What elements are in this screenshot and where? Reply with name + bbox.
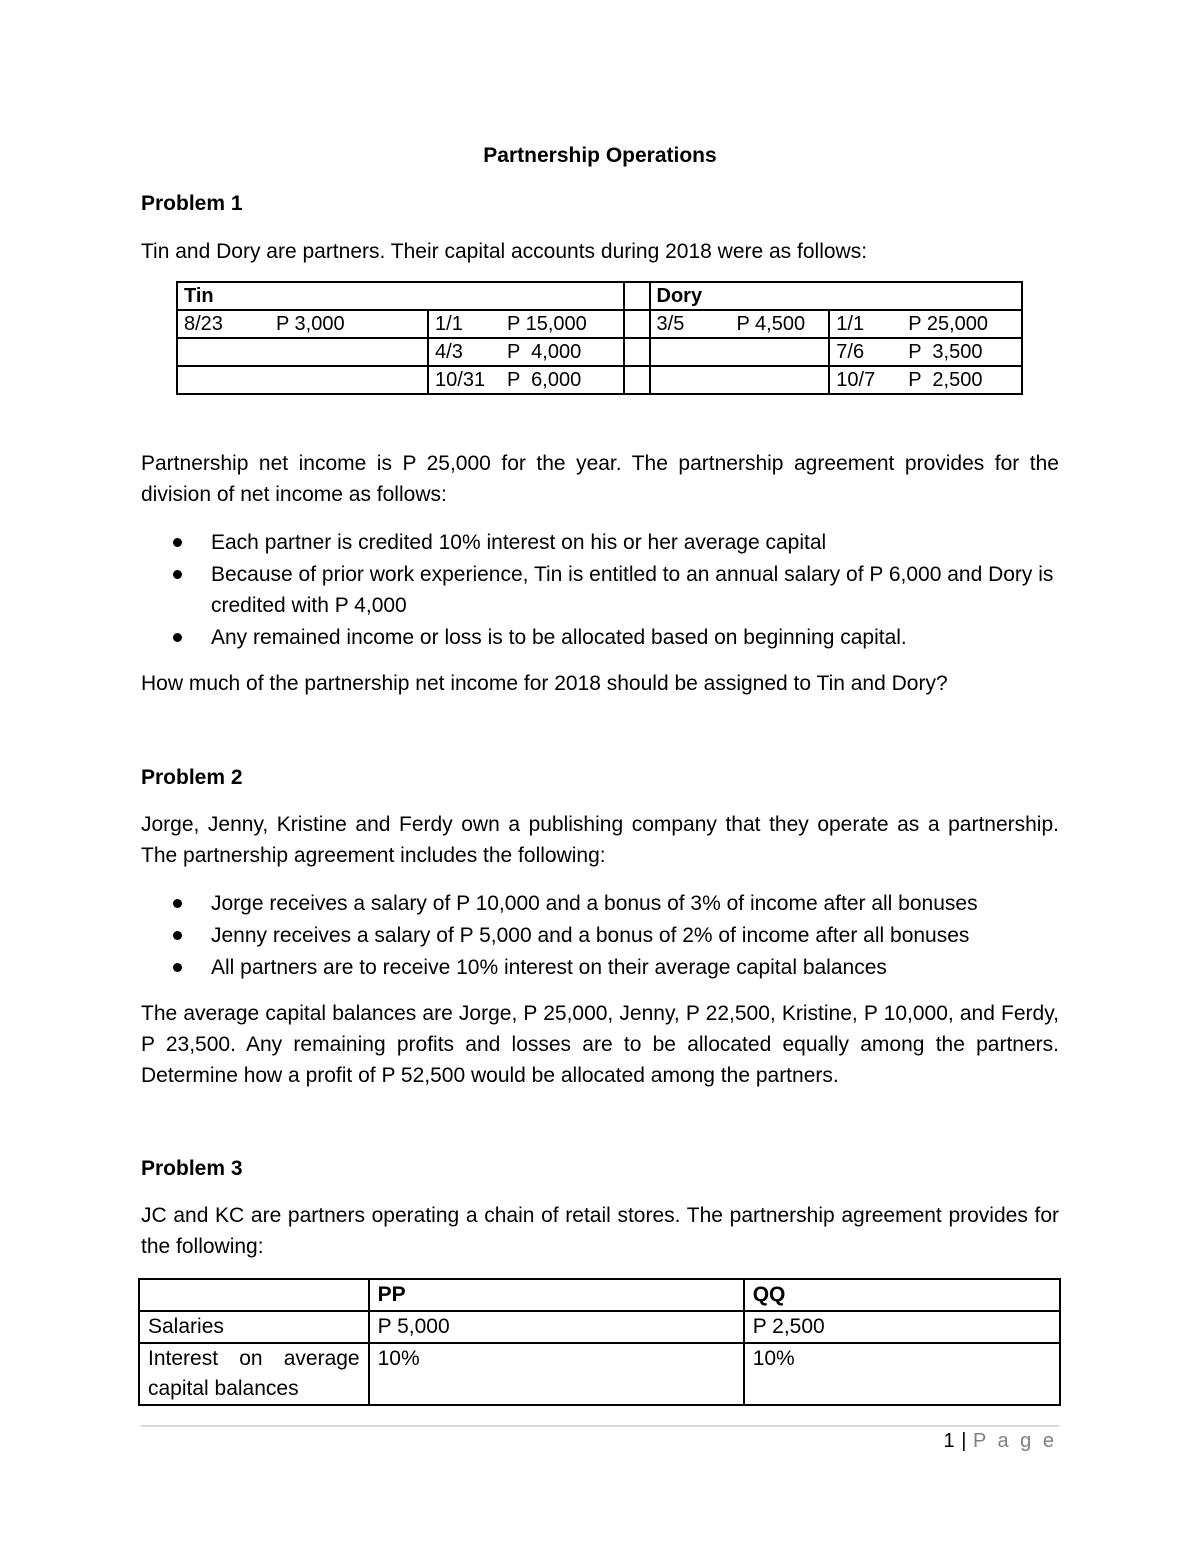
spacer-cell <box>624 282 650 310</box>
problem-2-intro: Jorge, Jenny, Kristine and Ferdy own a publishing company that they operate as a partnership. The partnership agreement includes the following: <box>141 813 1059 867</box>
problem-1-heading: Problem 1 <box>141 192 243 215</box>
bullet-icon <box>173 570 182 579</box>
tin-debit-cell <box>177 366 428 394</box>
date: 3/5 <box>656 313 685 335</box>
page-separator: | <box>961 1430 967 1452</box>
pp-header: PP <box>369 1279 744 1311</box>
bullet-icon <box>173 963 182 972</box>
list-item-text: Because of prior work experience, Tin is entitled to an annual salary of P 6,000 and Dory is credited with P 4,000 <box>211 563 1054 617</box>
problem-2-bullet-list <box>141 888 1059 984</box>
table-row <box>177 338 1022 366</box>
bullet-icon <box>173 931 182 940</box>
table-header-row <box>177 282 1022 310</box>
qq-header: QQ <box>744 1279 1060 1311</box>
date: 1/1 <box>836 313 865 335</box>
amount: P 25,000 <box>908 313 989 335</box>
amount: P 3,500 <box>908 341 983 363</box>
page-label: P a g e <box>972 1430 1057 1452</box>
amount: P 15,000 <box>507 313 587 335</box>
list-item <box>141 527 1059 558</box>
table-row <box>177 366 1022 394</box>
problem-3-heading: Problem 3 <box>141 1157 243 1180</box>
problem-2-paragraph: The average capital balances are Jorge, P 25,000, Jenny, P 22,500, Kristine, P 10,000, and Ferdy, P 23,500. Any remaining profits and losses are to be allocated equally among the partners. Determine how a profit of P 52,500 would be allocated among the partners. <box>141 1002 1059 1087</box>
problem-3-intro: JC and KC are partners operating a chain of retail stores. The partnership agreement provides for the following: <box>141 1204 1059 1258</box>
list-item <box>141 920 1059 951</box>
problem-1-intro: Tin and Dory are partners. Their capital accounts during 2018 were as follows: <box>141 240 868 263</box>
date: 10/7 <box>836 369 876 391</box>
table-row <box>139 1311 1060 1343</box>
dory-debit-cell <box>650 338 830 366</box>
bullet-icon <box>173 899 182 908</box>
bullet-icon <box>173 633 182 642</box>
list-item <box>141 622 1059 653</box>
list-item-text: Any remained income or loss is to be allocated based on beginning capital. <box>211 626 907 649</box>
list-item <box>141 888 1059 919</box>
list-item-text: All partners are to receive 10% interest on their average capital balances <box>211 956 887 979</box>
amount: P 3,000 <box>276 313 345 335</box>
tin-header: Tin <box>177 282 624 310</box>
capital-accounts-table <box>176 281 1023 395</box>
page-footer <box>944 1430 1057 1453</box>
footer-divider <box>141 1425 1059 1427</box>
dory-header: Dory <box>650 282 1022 310</box>
tin-credit-cell <box>428 310 624 338</box>
pp-value: 10% <box>369 1343 744 1405</box>
table-row <box>177 310 1022 338</box>
date: 4/3 <box>435 341 463 363</box>
list-item <box>141 559 1059 621</box>
dory-credit-cell <box>829 310 1022 338</box>
table-header-row <box>139 1279 1060 1311</box>
table-row <box>139 1343 1060 1405</box>
pp-value: P 5,000 <box>369 1311 744 1343</box>
list-item-text: Jenny receives a salary of P 5,000 and a bonus of 2% of income after all bonuses <box>211 924 970 947</box>
dory-credit-cell <box>829 338 1022 366</box>
amount: P 6,000 <box>507 369 582 391</box>
tin-debit-cell <box>177 310 428 338</box>
amount: P 4,000 <box>507 341 582 363</box>
problem-2-heading: Problem 2 <box>141 766 243 789</box>
problem-1-paragraph: Partnership net income is P 25,000 for the year. The partnership agreement provides for the division of net income as follows: <box>141 452 1059 506</box>
page-number: 1 <box>943 1430 956 1452</box>
list-item <box>141 952 1059 983</box>
spacer-cell <box>624 310 650 338</box>
date: 10/31 <box>435 369 486 391</box>
dory-credit-cell <box>829 366 1022 394</box>
dory-debit-cell <box>650 366 830 394</box>
problem-1-bullet-list <box>141 527 1059 654</box>
row-label: Interest on average capital balances <box>139 1343 369 1405</box>
spacer-cell <box>624 338 650 366</box>
salary-interest-table <box>138 1278 1061 1406</box>
qq-value: 10% <box>744 1343 1060 1405</box>
empty-header-cell <box>139 1279 369 1311</box>
qq-value: P 2,500 <box>744 1311 1060 1343</box>
amount: P 4,500 <box>736 313 806 335</box>
date: 7/6 <box>836 341 865 363</box>
dory-debit-cell <box>650 310 830 338</box>
list-item-text: Jorge receives a salary of P 10,000 and a bonus of 3% of income after all bonuses <box>211 892 978 915</box>
tin-credit-cell <box>428 366 624 394</box>
list-item-text: Each partner is credited 10% interest on his or her average capital <box>211 531 827 554</box>
row-label: Salaries <box>139 1311 369 1343</box>
problem-1-question: How much of the partnership net income for 2018 should be assigned to Tin and Dory? <box>141 672 948 695</box>
amount: P 2,500 <box>908 369 983 391</box>
tin-debit-cell <box>177 338 428 366</box>
spacer-cell <box>624 366 650 394</box>
bullet-icon <box>173 538 182 547</box>
date: 1/1 <box>435 313 463 335</box>
tin-credit-cell <box>428 338 624 366</box>
document-title: Partnership Operations <box>483 144 717 167</box>
date: 8/23 <box>184 313 223 335</box>
